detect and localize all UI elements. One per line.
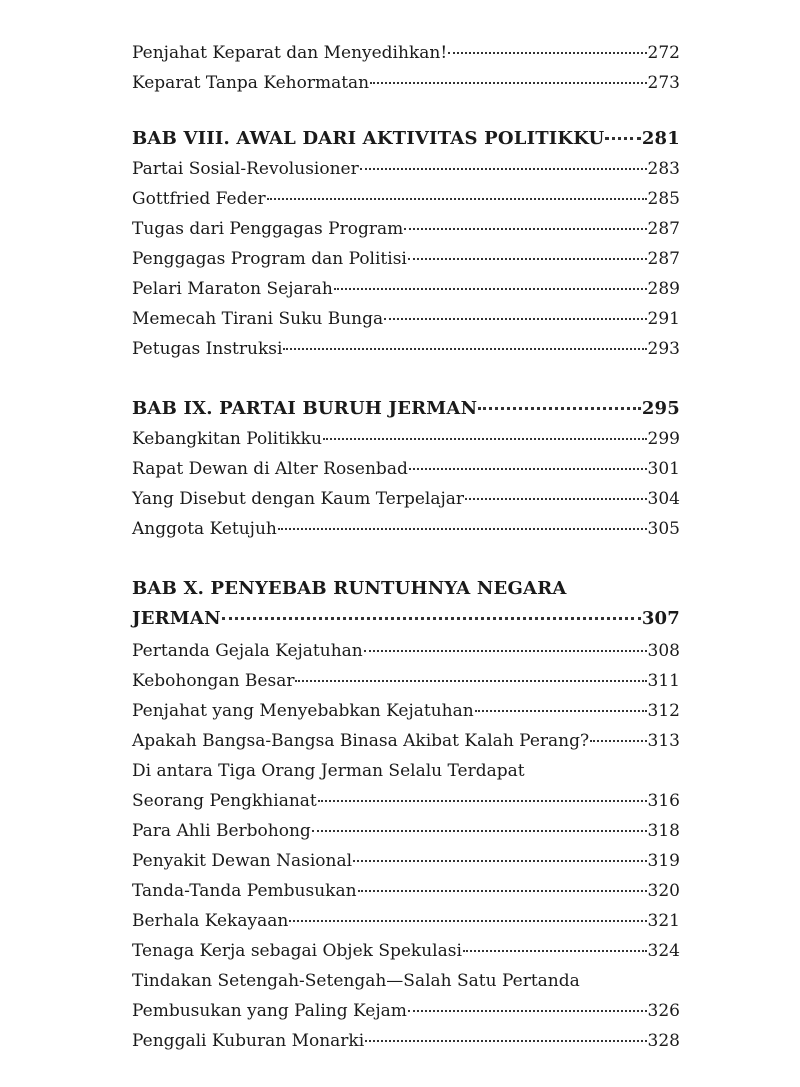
entry-title: Keparat Tanpa Kehormatan [132,73,370,93]
entry-title: Penjahat yang Menyebabkan Kejatuhan [132,701,474,721]
leader-dots [360,168,647,170]
leader-dots [605,137,640,140]
toc-entry [132,218,680,240]
leader-dots [222,617,641,620]
entry-page: 287 [647,249,680,269]
entry-title: Apakah Bangsa-Bangsa Binasa Akibat Kalah Perang? [132,731,590,751]
entry-page: 319 [647,851,680,871]
entry-title: Tugas dari Penggagas Program [132,219,404,239]
toc-entry [132,820,680,842]
entry-page: 285 [647,189,680,209]
entry-page: 299 [647,429,680,449]
entry-title: Petugas Instruksi [132,339,283,359]
leader-dots [289,920,646,922]
entry-title: Penyakit Dewan Nasional [132,851,353,871]
toc-entry [132,1000,680,1022]
entry-page: 293 [647,339,680,359]
entry-page: 272 [647,43,680,63]
entry-page: 312 [647,701,680,721]
leader-dots [404,228,646,230]
toc-entry [132,158,680,180]
toc-entry [132,42,680,64]
leader-dots [409,468,647,470]
leader-dots [358,890,647,892]
toc-entry [132,1030,680,1052]
toc-entry [132,188,680,210]
leader-dots [448,52,646,54]
entry-page: 273 [647,73,680,93]
entry-title: Tanda-Tanda Pembusukan [132,881,357,901]
leader-dots [370,82,646,84]
entry-page: 308 [647,641,680,661]
toc-entry [132,72,680,94]
entry-page: 305 [647,519,680,539]
chapter-page: 295 [641,398,680,419]
toc-entry [132,940,680,962]
entry-title: Para Ahli Berbohong [132,821,311,841]
toc-entry [132,790,680,812]
entry-page: 304 [647,489,680,509]
toc-entry [132,670,680,692]
entry-page: 301 [647,459,680,479]
entry-title: Seorang Pengkhianat [132,791,317,811]
toc-entry [132,488,680,510]
leader-dots [384,318,646,320]
chapter-heading [132,128,680,150]
toc-entry [132,910,680,932]
leader-dots [312,830,647,832]
leader-dots [353,860,646,862]
chapter-title: BAB IX. PARTAI BURUH JERMAN [132,398,478,419]
toc-entry [132,700,680,722]
entry-title: Yang Disebut dengan Kaum Terpelajar [132,489,465,509]
entry-title: Kebangkitan Politikku [132,429,322,449]
leader-dots [478,407,641,410]
entry-title: Partai Sosial-Revolusioner [132,159,359,179]
entry-title: Penggagas Program dan Politisi [132,249,407,269]
chapter-heading [132,398,680,420]
entry-title: Tenaga Kerja sebagai Objek Spekulasi [132,941,462,961]
toc-entry [132,850,680,872]
toc-entry [132,278,680,300]
entry-title: Rapat Dewan di Alter Rosenbad [132,459,408,479]
entry-page: 318 [647,821,680,841]
leader-dots [475,710,647,712]
leader-dots [463,950,647,952]
entry-title: Pelari Maraton Sejarah [132,279,333,299]
leader-dots [465,498,647,500]
leader-dots [408,258,647,260]
entry-page: 313 [647,731,680,751]
leader-dots [408,1010,647,1012]
toc-entry [132,248,680,270]
entry-title: Anggota Ketujuh [132,519,277,539]
entry-page: 283 [647,159,680,179]
entry-title: Gottfried Feder [132,189,266,209]
entry-page: 326 [647,1001,680,1021]
entry-title: Memecah Tirani Suku Bunga [132,309,384,329]
entry-title: Pertanda Gejala Kejatuhan [132,641,363,661]
entry-title: Penggali Kuburan Monarki [132,1031,365,1051]
toc-entry [132,518,680,540]
entry-page: 289 [647,279,680,299]
leader-dots [323,438,647,440]
entry-page: 324 [647,941,680,961]
entry-page: 320 [647,881,680,901]
entry-title: Kebohongan Besar [132,671,295,691]
chapter-title: JERMAN [132,608,221,629]
leader-dots [278,528,647,530]
chapter-title: BAB VIII. AWAL DARI AKTIVITAS POLITIKKU [132,128,605,149]
entry-page: 291 [647,309,680,329]
toc-entry [132,338,680,360]
entry-title: Penjahat Keparat dan Menyedihkan! [132,43,448,63]
entry-title: Pembusukan yang Paling Kejam [132,1001,407,1021]
toc-entry [132,308,680,330]
leader-dots [334,288,647,290]
entry-page: 321 [647,911,680,931]
toc-entry [132,458,680,480]
toc-entry [132,880,680,902]
entry-page: 311 [647,671,680,691]
leader-dots [267,198,647,200]
entry-title: Berhala Kekayaan [132,911,289,931]
entry-page: 287 [647,219,680,239]
leader-dots [364,650,647,652]
leader-dots [365,1040,646,1042]
leader-dots [295,680,646,682]
toc-entry [132,640,680,662]
chapter-heading [132,608,680,630]
entry-title-line: Tindakan Setengah-Setengah—Salah Satu Pertanda [132,971,580,991]
entry-page: 316 [647,791,680,811]
toc-entry [132,730,680,752]
chapter-page: 281 [641,128,680,149]
leader-dots [283,348,646,350]
toc-entry [132,428,680,450]
entry-page: 328 [647,1031,680,1051]
chapter-heading-line: BAB X. PENYEBAB RUNTUHNYA NEGARA [132,578,567,599]
entry-title-line: Di antara Tiga Orang Jerman Selalu Terdapat [132,761,525,781]
chapter-page: 307 [641,608,680,629]
leader-dots [318,800,647,802]
leader-dots [590,740,646,742]
